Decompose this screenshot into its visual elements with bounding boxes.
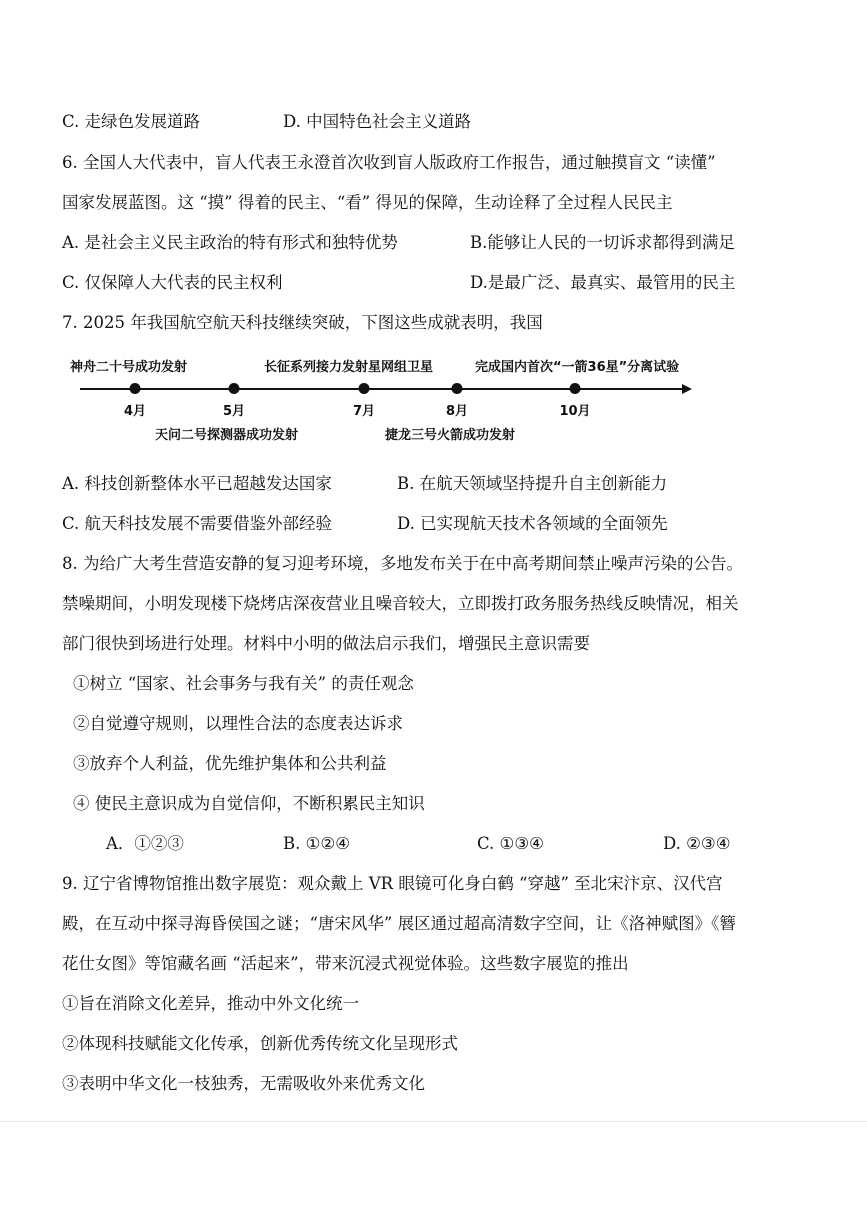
q9-stem-line-1: 9. 辽宁省博物馆推出数字展览：观众戴上 VR 眼镜可化身白鹤 “穿越” 至北宋汴京、汉代宫 [62,874,723,893]
q9-item-3: ③表明中华文化一枝独秀，无需吸收外来优秀文化 [62,1074,425,1093]
timeline-month-label: 5月 [222,404,246,419]
timeline-axis [80,388,684,390]
timeline-event-changzheng: 长征系列接力发射星网组卫星 [264,360,434,375]
q6-option-d: D.是最广泛、最真实、最管用的民主 [470,273,736,292]
q8-stem-line-3: 部门很快到场进行处理。材料中小明的做法启示我们，增强民主意识需要 [62,634,590,653]
q5-option-c: C. 走绿色发展道路 [62,112,201,131]
q9-item-1: ①旨在消除文化差异，推动中外文化统一 [62,994,359,1013]
q7-stem: 7. 2025 年我国航空航天科技继续突破，下图这些成就表明，我国 [62,313,543,332]
q6-option-a: A. 是社会主义民主政治的特有形式和独特优势 [62,233,398,252]
q8-item-3: ③放弃个人利益，优先维护集体和公共利益 [73,754,387,773]
timeline-dot-april [130,383,141,394]
timeline-event-yijian36xing: 完成国内首次“一箭36星”分离试验 [475,360,680,375]
q6-option-c: C. 仅保障人大代表的民主权利 [62,273,283,292]
timeline-event-tianwen: 天问二号探测器成功发射 [155,428,299,443]
timeline-dot-july [359,383,370,394]
q8-item-4: ④ 使民主意识成为自觉信仰，不断积累民主知识 [73,794,425,813]
timeline-month-label: 8月 [445,404,469,419]
q8-option-c: C. ①③④ [477,834,544,853]
timeline-dot-october [570,383,581,394]
q8-option-a: A．①②③ [106,834,184,853]
timeline-dot-may [229,383,240,394]
timeline-month-label: 7月 [352,404,376,419]
q6-stem-line-2: 国家发展蓝图。这 “摸” 得着的民主、“看” 得见的保障，生动诠释了全过程人民民主 [62,193,673,212]
page-bottom-divider [0,1121,867,1122]
q6-option-b: B.能够让人民的一切诉求都得到满足 [470,233,735,252]
q8-option-b: B. ①②④ [283,834,350,853]
timeline-arrow-icon [682,384,692,394]
q6-stem-line-1: 6. 全国人大代表中，盲人代表王永澄首次收到盲人版政府工作报告，通过触摸盲文 “读懂” [62,153,716,172]
q8-item-2: ②自觉遵守规则，以理性合法的态度表达诉求 [73,714,403,733]
timeline-month-label: 4月 [123,404,147,419]
q9-stem-line-3: 花仕女图》等馆藏名画 “活起来”，带来沉浸式视觉体验。这些数字展览的推出 [62,954,629,973]
q8-stem-line-1: 8. 为给广大考生营造安静的复习迎考环境，多地发布关于在中高考期间禁止噪声污染的公告。 [62,554,743,573]
timeline-dot-august [452,383,463,394]
timeline-month-label: 10月 [559,404,591,419]
timeline-event-jielong: 捷龙三号火箭成功发射 [385,428,516,443]
q7-option-b: B. 在航天领域坚持提升自主创新能力 [397,474,668,493]
q7-option-a: A. 科技创新整体水平已超越发达国家 [62,474,332,493]
q5-option-d: D. 中国特色社会主义道路 [283,112,472,131]
q7-option-d: D. 已实现航天技术各领域的全面领先 [397,514,668,533]
q9-item-2: ②体现科技赋能文化传承，创新优秀传统文化呈现形式 [62,1034,458,1053]
q9-stem-line-2: 殿，在互动中探寻海昏侯国之谜；“唐宋风华” 展区通过超高清数字空间，让《洛神赋图》《簪 [62,914,736,933]
q8-item-1: ①树立 “国家、社会事务与我有关” 的责任观念 [73,674,414,693]
q7-option-c: C. 航天科技发展不需要借鉴外部经验 [62,514,333,533]
q8-option-d: D. ②③④ [663,834,731,853]
timeline-event-shenzhou: 神舟二十号成功发射 [70,360,188,375]
q8-stem-line-2: 禁噪期间，小明发现楼下烧烤店深夜营业且噪音较大，立即拨打政务服务热线反映情况，相关 [62,594,739,613]
